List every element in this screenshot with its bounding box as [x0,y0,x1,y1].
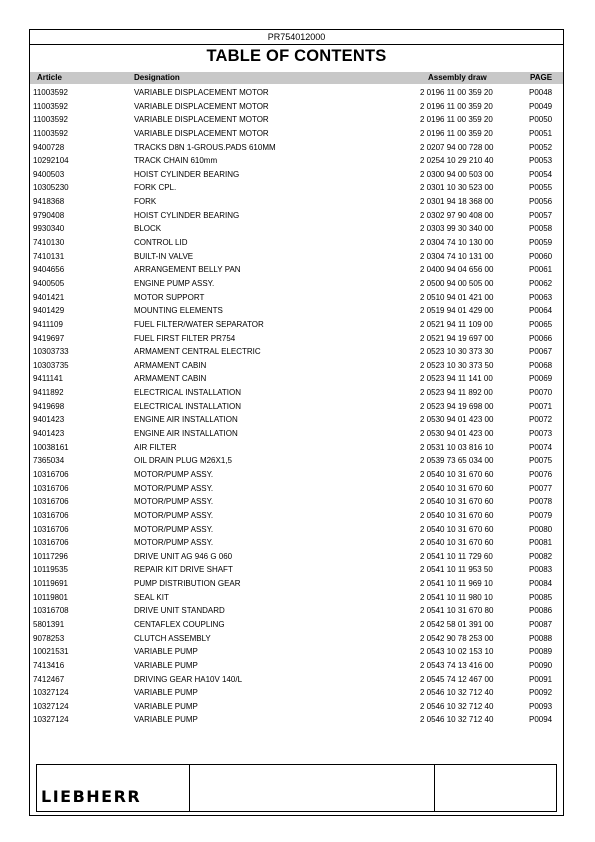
cell-page: P0089 [529,647,553,657]
cell-assembly-draw: 2 0543 10 02 153 10 [420,647,494,657]
table-row [30,618,563,632]
cell-article: 10119801 [33,592,68,602]
cell-designation: VARIABLE PUMP [134,660,198,670]
cell-page: P0085 [529,592,553,602]
cell-article: 10119535 [33,565,68,575]
cell-page: P0052 [529,142,553,152]
cell-assembly-draw: 2 0523 94 11 892 00 [420,388,493,398]
cell-page: P0077 [529,483,553,493]
cell-article: 11003592 [33,88,68,97]
cell-assembly-draw: 2 0521 94 19 697 00 [420,333,494,343]
cell-designation: MOTOR/PUMP ASSY. [134,524,214,534]
page-title: TABLE OF CONTENTS [206,47,387,65]
cell-designation: MOTOR/PUMP ASSY. [134,497,214,507]
cell-designation: CLUTCH ASSEMBLY [134,633,211,643]
cell-designation: VARIABLE DISPLACEMENT MOTOR [134,101,269,111]
cell-designation: AIR FILTER [134,442,177,452]
cell-article: 9400728 [33,142,65,152]
cell-article: 10316706 [33,538,69,548]
cell-article: 10305230 [33,183,69,193]
table-row [30,332,563,346]
cell-page: P0051 [529,128,553,138]
cell-assembly-draw: 2 0541 10 11 953 50 [420,565,493,575]
cell-page: P0068 [529,360,553,370]
table-row [30,154,563,168]
cell-page: P0057 [529,210,553,220]
cell-article: 11003592 [33,128,68,138]
cell-designation: MOTOR/PUMP ASSY. [134,538,214,548]
cell-designation: DRIVE UNIT STANDARD [134,606,225,616]
table-row [30,304,563,318]
cell-article: 10327124 [33,715,69,725]
cell-article: 10119691 [33,579,68,589]
table-row [30,686,563,700]
table-row [30,209,563,223]
cell-designation: VARIABLE DISPLACEMENT MOTOR [134,115,269,125]
table-row [30,168,563,182]
table-row [30,345,563,359]
cell-designation: BUILT-IN VALVE [134,251,194,261]
cell-designation: HOIST CYLINDER BEARING [134,210,240,220]
cell-page: P0070 [529,388,553,398]
cell-assembly-draw: 2 0540 10 31 670 60 [420,524,494,534]
cell-assembly-draw: 2 0300 94 00 503 00 [420,169,494,179]
column-header-article: Article [37,73,62,82]
cell-page: P0069 [529,374,553,384]
cell-designation: VARIABLE PUMP [134,688,198,698]
cell-designation: MOUNTING ELEMENTS [134,306,223,316]
table-row [30,563,563,577]
table-row [30,318,563,332]
cell-page: P0076 [529,469,553,479]
document-frame [29,29,564,816]
cell-page: P0058 [529,224,553,234]
table-row [30,113,563,127]
divider [30,44,563,45]
table-row [30,127,563,141]
cell-article: 10292104 [33,156,69,166]
cell-assembly-draw: 2 0301 10 30 523 00 [420,183,494,193]
cell-article: 10327124 [33,701,69,711]
cell-designation: ARRANGEMENT BELLY PAN [134,265,241,275]
cell-assembly-draw: 2 0541 10 11 729 60 [420,551,493,561]
cell-page: P0074 [529,442,553,452]
cell-article: 9078253 [33,633,65,643]
table-row [30,550,563,564]
cell-designation: TRACKS D8N 1-GROUS.PADS 610MM [134,142,276,152]
table-row [30,236,563,250]
cell-designation: MOTOR/PUMP ASSY. [134,510,214,520]
cell-assembly-draw: 2 0523 10 30 373 50 [420,360,494,370]
cell-assembly-draw: 2 0400 94 04 656 00 [420,265,494,275]
cell-page: P0063 [529,292,553,302]
table-row [30,372,563,386]
cell-article: 10038161 [33,442,69,452]
cell-assembly-draw: 2 0531 10 03 816 10 [420,442,494,452]
table-row [30,141,563,155]
cell-page: P0062 [529,278,553,288]
cell-page: P0064 [529,306,553,316]
cell-article: 9418368 [33,197,65,207]
cell-page: P0090 [529,660,553,670]
cell-article: 9401429 [33,306,65,316]
title-block [36,764,557,812]
cell-article: 10316706 [33,469,69,479]
cell-assembly-draw: 2 0541 10 31 670 80 [420,606,494,616]
cell-assembly-draw: 2 0302 97 90 408 00 [420,210,494,220]
cell-page: P0092 [529,688,553,698]
liebherr-logo: LIEBHERR [41,787,142,806]
cell-designation: ENGINE AIR INSTALLATION [134,415,238,425]
divider [434,765,435,811]
cell-article: 9411141 [33,374,63,384]
table-row [30,427,563,441]
cell-designation: VARIABLE PUMP [134,715,198,725]
table-header [30,72,563,84]
table-row [30,700,563,714]
table-row [30,632,563,646]
table-row [30,468,563,482]
cell-article: 10021531 [33,647,69,657]
cell-assembly-draw: 2 0539 73 65 034 00 [420,456,494,466]
cell-page: P0061 [529,265,553,275]
cell-page: P0079 [529,510,553,520]
cell-page: P0073 [529,429,553,439]
table-row [30,86,563,100]
cell-page: P0053 [529,156,553,166]
cell-page: P0087 [529,619,553,629]
cell-assembly-draw: 2 0543 74 13 416 00 [420,660,494,670]
table-row [30,577,563,591]
cell-assembly-draw: 2 0303 99 30 340 00 [420,224,494,234]
cell-designation: MOTOR SUPPORT [134,292,205,302]
cell-page: P0065 [529,319,553,329]
table-row [30,263,563,277]
table-row [30,222,563,236]
cell-article: 9401423 [33,415,65,425]
cell-designation: HOIST CYLINDER BEARING [134,169,240,179]
cell-page: P0086 [529,606,553,616]
cell-article: 9930340 [33,224,65,234]
cell-article: 5801391 [33,619,65,629]
cell-article: 10327124 [33,688,69,698]
cell-assembly-draw: 2 0523 94 11 141 00 [420,374,493,384]
cell-assembly-draw: 2 0530 94 01 423 00 [420,415,494,425]
cell-designation: DRIVING GEAR HA10V 140/L [134,674,243,684]
cell-article: 9411109 [33,319,63,329]
cell-assembly-draw: 2 0196 11 00 359 20 [420,128,493,138]
cell-designation: TRACK CHAIN 610mm [134,156,218,166]
cell-designation: ARMAMENT CABIN [134,374,207,384]
table-row [30,181,563,195]
cell-designation: VARIABLE DISPLACEMENT MOTOR [134,88,269,97]
cell-page: P0081 [529,538,553,548]
cell-assembly-draw: 2 0540 10 31 670 60 [420,538,494,548]
cell-page: P0091 [529,674,553,684]
cell-page: P0094 [529,715,553,725]
cell-page: P0075 [529,456,553,466]
cell-page: P0080 [529,524,553,534]
cell-page: P0071 [529,401,553,411]
cell-designation: MOTOR/PUMP ASSY. [134,469,214,479]
cell-assembly-draw: 2 0541 10 11 969 10 [420,579,493,589]
cell-page: P0049 [529,101,553,111]
table-row [30,454,563,468]
document-id: PR754012000 [267,32,326,42]
cell-assembly-draw: 2 0542 58 01 391 00 [420,619,494,629]
table-row [30,673,563,687]
cell-article: 9401421 [33,292,65,302]
table-row [30,100,563,114]
cell-page: P0066 [529,333,553,343]
table-row [30,277,563,291]
contents-table [30,86,563,727]
cell-article: 7413416 [33,660,65,670]
cell-article: 10316708 [33,606,69,616]
cell-article: 7410131 [33,251,65,261]
cell-page: P0054 [529,169,553,179]
cell-assembly-draw: 2 0196 11 00 359 20 [420,115,493,125]
cell-article: 9411892 [33,388,64,398]
cell-assembly-draw: 2 0196 11 00 359 20 [420,88,493,97]
cell-article: 9790408 [33,210,65,220]
cell-article: 9419697 [33,333,65,343]
cell-article: 9419698 [33,401,65,411]
table-row [30,413,563,427]
table-row [30,523,563,537]
cell-page: P0048 [529,88,553,97]
divider [189,765,190,811]
cell-article: 9400505 [33,278,65,288]
cell-assembly-draw: 2 0254 10 29 210 40 [420,156,494,166]
cell-assembly-draw: 2 0530 94 01 423 00 [420,429,494,439]
cell-designation: ELECTRICAL INSTALLATION [134,401,241,411]
cell-page: P0093 [529,701,553,711]
table-row [30,400,563,414]
cell-designation: REPAIR KIT DRIVE SHAFT [134,565,233,575]
cell-designation: ELECTRICAL INSTALLATION [134,388,241,398]
cell-assembly-draw: 2 0519 94 01 429 00 [420,306,494,316]
cell-designation: PUMP DISTRIBUTION GEAR [134,579,241,589]
cell-assembly-draw: 2 0545 74 12 467 00 [420,674,494,684]
cell-article: 10316706 [33,524,69,534]
cell-assembly-draw: 2 0523 10 30 373 30 [420,347,494,357]
table-row [30,195,563,209]
cell-assembly-draw: 2 0521 94 11 109 00 [420,319,493,329]
cell-assembly-draw: 2 0540 10 31 670 60 [420,497,494,507]
table-row [30,482,563,496]
cell-assembly-draw: 2 0304 74 10 131 00 [420,251,494,261]
cell-article: 11003592 [33,101,68,111]
cell-page: P0055 [529,183,553,193]
cell-page: P0056 [529,197,553,207]
cell-assembly-draw: 2 0540 10 31 670 60 [420,469,494,479]
table-row [30,495,563,509]
cell-article: 10303735 [33,360,69,370]
table-row [30,604,563,618]
cell-designation: SEAL KIT [134,592,169,602]
table-row [30,659,563,673]
cell-article: 7412467 [33,674,65,684]
cell-page: P0059 [529,238,553,248]
table-row [30,291,563,305]
cell-page: P0082 [529,551,553,561]
cell-page: P0050 [529,115,553,125]
cell-designation: MOTOR/PUMP ASSY. [134,483,214,493]
cell-assembly-draw: 2 0523 94 19 698 00 [420,401,494,411]
cell-page: P0084 [529,579,553,589]
cell-designation: FORK CPL. [134,183,177,193]
table-row [30,441,563,455]
column-header-designation: Designation [134,73,180,82]
cell-article: 10303733 [33,347,69,357]
cell-article: 7365034 [33,456,65,466]
cell-article: 9401423 [33,429,65,439]
cell-page: P0067 [529,347,553,357]
cell-article: 10316706 [33,497,69,507]
cell-assembly-draw: 2 0540 10 31 670 60 [420,483,494,493]
cell-assembly-draw: 2 0196 11 00 359 20 [420,101,493,111]
cell-designation: CONTROL LID [134,238,188,248]
cell-designation: ARMAMENT CABIN [134,360,207,370]
table-row [30,536,563,550]
cell-designation: VARIABLE DISPLACEMENT MOTOR [134,128,269,138]
table-row [30,386,563,400]
cell-assembly-draw: 2 0546 10 32 712 40 [420,701,494,711]
cell-designation: FUEL FILTER/WATER SEPARATOR [134,319,264,329]
cell-assembly-draw: 2 0542 90 78 253 00 [420,633,494,643]
cell-assembly-draw: 2 0546 10 32 712 40 [420,688,494,698]
cell-article: 9400503 [33,169,65,179]
cell-designation: ARMAMENT CENTRAL ELECTRIC [134,347,261,357]
table-row [30,250,563,264]
cell-designation: DRIVE UNIT AG 946 G 060 [134,551,233,561]
cell-assembly-draw: 2 0510 94 01 421 00 [420,292,494,302]
cell-assembly-draw: 2 0540 10 31 670 60 [420,510,494,520]
cell-page: P0078 [529,497,553,507]
table-row [30,713,563,727]
cell-assembly-draw: 2 0304 74 10 130 00 [420,238,494,248]
cell-page: P0088 [529,633,553,643]
cell-page: P0060 [529,251,553,261]
cell-assembly-draw: 2 0301 94 18 368 00 [420,197,494,207]
cell-article: 10316706 [33,483,69,493]
column-header-page: PAGE [530,73,553,82]
cell-designation: FORK [134,197,157,207]
cell-assembly-draw: 2 0546 10 32 712 40 [420,715,494,725]
cell-page: P0072 [529,415,553,425]
cell-article: 10316706 [33,510,69,520]
table-row [30,591,563,605]
cell-article: 7410130 [33,238,65,248]
cell-designation: OIL DRAIN PLUG M26X1,5 [134,456,232,466]
cell-article: 11003592 [33,115,68,125]
cell-designation: BLOCK [134,224,162,234]
column-header-assembly-draw: Assembly draw [428,73,487,82]
cell-assembly-draw: 2 0500 94 00 505 00 [420,278,494,288]
cell-designation: ENGINE PUMP ASSY. [134,278,215,288]
cell-article: 10117296 [33,551,68,561]
cell-assembly-draw: 2 0541 10 11 980 10 [420,592,493,602]
table-row [30,509,563,523]
cell-designation: VARIABLE PUMP [134,647,198,657]
cell-article: 9404656 [33,265,65,275]
cell-designation: ENGINE AIR INSTALLATION [134,429,238,439]
cell-designation: CENTAFLEX COUPLING [134,619,225,629]
cell-designation: VARIABLE PUMP [134,701,198,711]
cell-assembly-draw: 2 0207 94 00 728 00 [420,142,494,152]
table-row [30,359,563,373]
cell-page: P0083 [529,565,553,575]
table-row [30,645,563,659]
cell-designation: FUEL FIRST FILTER PR754 [134,333,236,343]
